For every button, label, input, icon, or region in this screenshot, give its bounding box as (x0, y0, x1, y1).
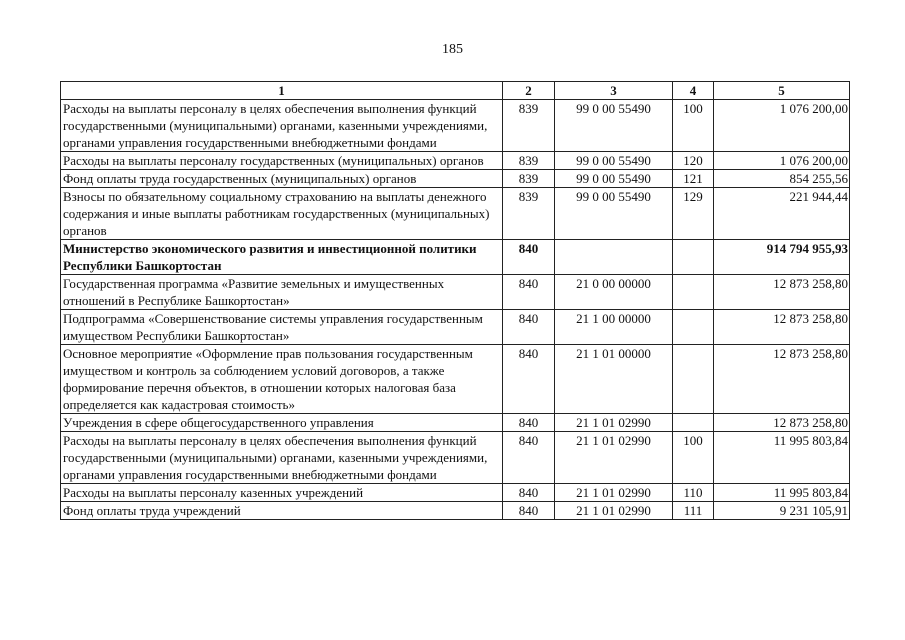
row-csr: 99 0 00 55490 (555, 170, 673, 188)
row-ved: 839 (503, 188, 555, 240)
row-vr (673, 345, 714, 414)
row-name: Министерство экономического развития и инвестиционной политики Республики Башкортостан (61, 240, 503, 275)
table-row (61, 432, 850, 484)
page-number: 185 (442, 42, 463, 57)
row-vr: 120 (673, 152, 714, 170)
row-name: Фонд оплаты труда государственных (муниципальных) органов (61, 170, 503, 188)
row-sum: 12 873 258,80 (714, 275, 850, 310)
row-sum: 9 231 105,91 (714, 502, 850, 520)
row-vr: 129 (673, 188, 714, 240)
row-vr (673, 240, 714, 275)
table-body (61, 100, 850, 520)
row-ved: 839 (503, 100, 555, 152)
row-sum: 1 076 200,00 (714, 152, 850, 170)
row-ved: 840 (503, 484, 555, 502)
row-name: Расходы на выплаты персоналу казенных учреждений (61, 484, 503, 502)
row-ved: 840 (503, 275, 555, 310)
row-csr: 21 1 01 02990 (555, 414, 673, 432)
row-sum: 221 944,44 (714, 188, 850, 240)
row-name: Взносы по обязательному социальному страхованию на выплаты денежного содержания и иные выплаты работникам государственных (муниципальных) органов (61, 188, 503, 240)
row-sum: 12 873 258,80 (714, 345, 850, 414)
row-csr: 21 0 00 00000 (555, 275, 673, 310)
row-csr: 21 1 01 02990 (555, 502, 673, 520)
row-vr (673, 310, 714, 345)
row-csr: 21 1 01 00000 (555, 345, 673, 414)
header-col-5: 5 (714, 82, 850, 100)
budget-table (60, 81, 850, 520)
header-col-2: 2 (503, 82, 555, 100)
header-col-1: 1 (61, 82, 503, 100)
row-ved: 840 (503, 414, 555, 432)
row-vr: 110 (673, 484, 714, 502)
row-csr: 21 1 01 02990 (555, 484, 673, 502)
row-ved: 840 (503, 502, 555, 520)
row-csr: 99 0 00 55490 (555, 100, 673, 152)
table-row (61, 170, 850, 188)
table-row (61, 310, 850, 345)
row-ved: 840 (503, 432, 555, 484)
table-row (61, 100, 850, 152)
row-vr (673, 275, 714, 310)
table-row (61, 275, 850, 310)
row-sum: 914 794 955,93 (714, 240, 850, 275)
row-ved: 840 (503, 310, 555, 345)
row-csr: 99 0 00 55490 (555, 188, 673, 240)
row-name: Расходы на выплаты персоналу в целях обеспечения выполнения функций государственными (муниципальными) органами, казенными учреждениями, органами управления государственными внебюджетными фондами (61, 100, 503, 152)
row-name: Основное мероприятие «Оформление прав пользования государственным имуществом и контроль за соблюдением условий договоров, а также формирование перечня объектов, в отношении которых налоговая база определяется как кадастровая стоимость» (61, 345, 503, 414)
row-name: Расходы на выплаты персоналу государственных (муниципальных) органов (61, 152, 503, 170)
row-sum: 11 995 803,84 (714, 432, 850, 484)
row-name: Подпрограмма «Совершенствование системы управления государственным имуществом Республики Башкортостан» (61, 310, 503, 345)
table-row-ministry (61, 240, 850, 275)
row-name: Фонд оплаты труда учреждений (61, 502, 503, 520)
row-ved: 839 (503, 170, 555, 188)
row-ved: 840 (503, 240, 555, 275)
header-col-3: 3 (555, 82, 673, 100)
row-csr: 21 1 00 00000 (555, 310, 673, 345)
row-vr: 100 (673, 432, 714, 484)
table-row (61, 152, 850, 170)
row-sum: 12 873 258,80 (714, 310, 850, 345)
row-vr (673, 414, 714, 432)
row-vr: 100 (673, 100, 714, 152)
row-sum: 1 076 200,00 (714, 100, 850, 152)
row-name: Государственная программа «Развитие земельных и имущественных отношений в Республике Башкортостан» (61, 275, 503, 310)
row-csr: 99 0 00 55490 (555, 152, 673, 170)
row-sum: 11 995 803,84 (714, 484, 850, 502)
row-vr: 121 (673, 170, 714, 188)
row-sum: 12 873 258,80 (714, 414, 850, 432)
row-csr: 21 1 01 02990 (555, 432, 673, 484)
table-row (61, 188, 850, 240)
table-row (61, 484, 850, 502)
header-col-4: 4 (673, 82, 714, 100)
table-header-row (61, 82, 850, 100)
row-sum: 854 255,56 (714, 170, 850, 188)
row-csr (555, 240, 673, 275)
row-name: Расходы на выплаты персоналу в целях обеспечения выполнения функций государственными (муниципальными) органами, казенными учреждениями, органами управления государственными внебюджетными фондами (61, 432, 503, 484)
table-row (61, 345, 850, 414)
table-row (61, 414, 850, 432)
table-row (61, 502, 850, 520)
row-ved: 840 (503, 345, 555, 414)
row-ved: 839 (503, 152, 555, 170)
row-vr: 111 (673, 502, 714, 520)
row-name: Учреждения в сфере общегосударственного управления (61, 414, 503, 432)
